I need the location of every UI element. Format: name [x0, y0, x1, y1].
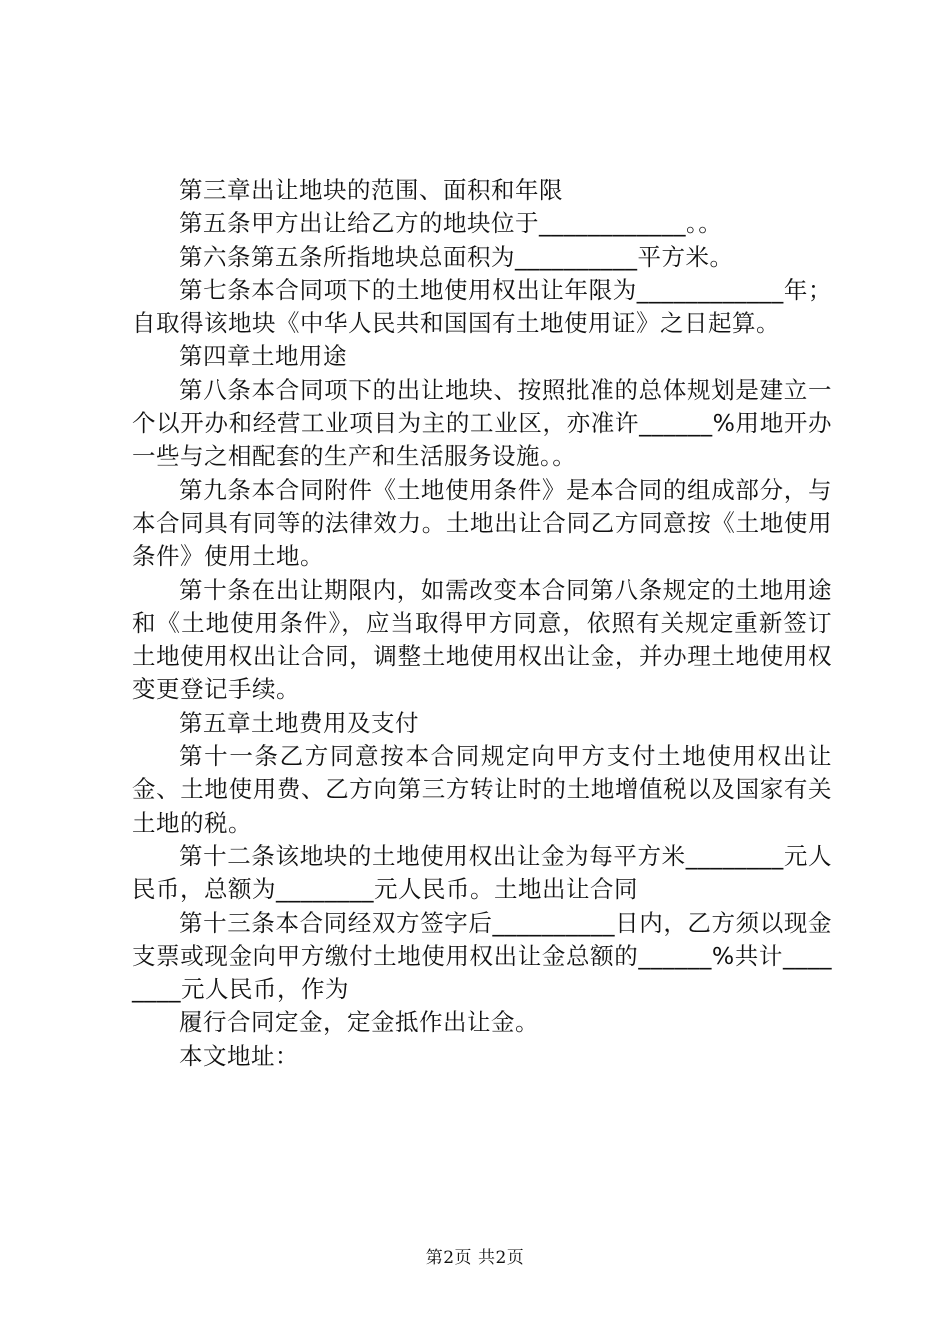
article-twelve: 第十二条该地块的土地使用权出让金为每平方米________元人民币，总额为________元人民币。土地出让合同: [132, 841, 832, 904]
article-ten: 第十条在出让期限内，如需改变本合同第八条规定的土地用途和《土地使用条件》，应当取得甲方同意，依照有关规定重新签订土地使用权出让合同，调整土地使用权出让金，并办理土地使用权变更登记手续。: [132, 575, 832, 704]
article-eleven: 第十一条乙方同意按本合同规定向甲方支付土地使用权出让金、土地使用费、乙方向第三方转让时的土地增值税以及国家有关土地的税。: [132, 742, 832, 837]
chapter-five-heading: 第五章土地费用及支付: [179, 708, 419, 737]
article-seven: 第七条本合同项下的土地使用权出让年限为____________年；自取得该地块《中华人民共和国国有土地使用证》之日起算。: [132, 275, 832, 338]
chapter-three-heading: 第三章出让地块的范围、面积和年限: [179, 176, 563, 204]
source-address-label: 本文地址：: [179, 1041, 299, 1070]
article-five: 第五条甲方出让给乙方的地块位于____________。。: [179, 209, 723, 238]
document-body: [132, 174, 832, 1073]
chapter-four-heading: 第四章土地用途: [179, 342, 347, 371]
article-eight: 第八条本合同项下的出让地块、按照批准的总体规划是建立一个以开办和经营工业项目为主的工业区，亦准许______%用地开办一些与之相配套的生产和生活服务设施。。: [132, 375, 832, 471]
deposit-clause: 履行合同定金，定金抵作出让金。: [179, 1008, 539, 1037]
article-six: 第六条第五条所指地块总面积为__________平方米。: [179, 242, 734, 271]
article-nine: 第九条本合同附件《土地使用条件》是本合同的组成部分，与本合同具有同等的法律效力。土地出让合同乙方同意按《土地使用条件》使用土地。: [132, 475, 832, 571]
article-thirteen: 第十三条本合同经双方签字后__________日内，乙方须以现金支票或现金向甲方缴付土地使用权出让金总额的______%共计________元人民币，作为: [132, 908, 832, 1004]
page-footer: 第2页 共2页: [425, 1248, 525, 1268]
